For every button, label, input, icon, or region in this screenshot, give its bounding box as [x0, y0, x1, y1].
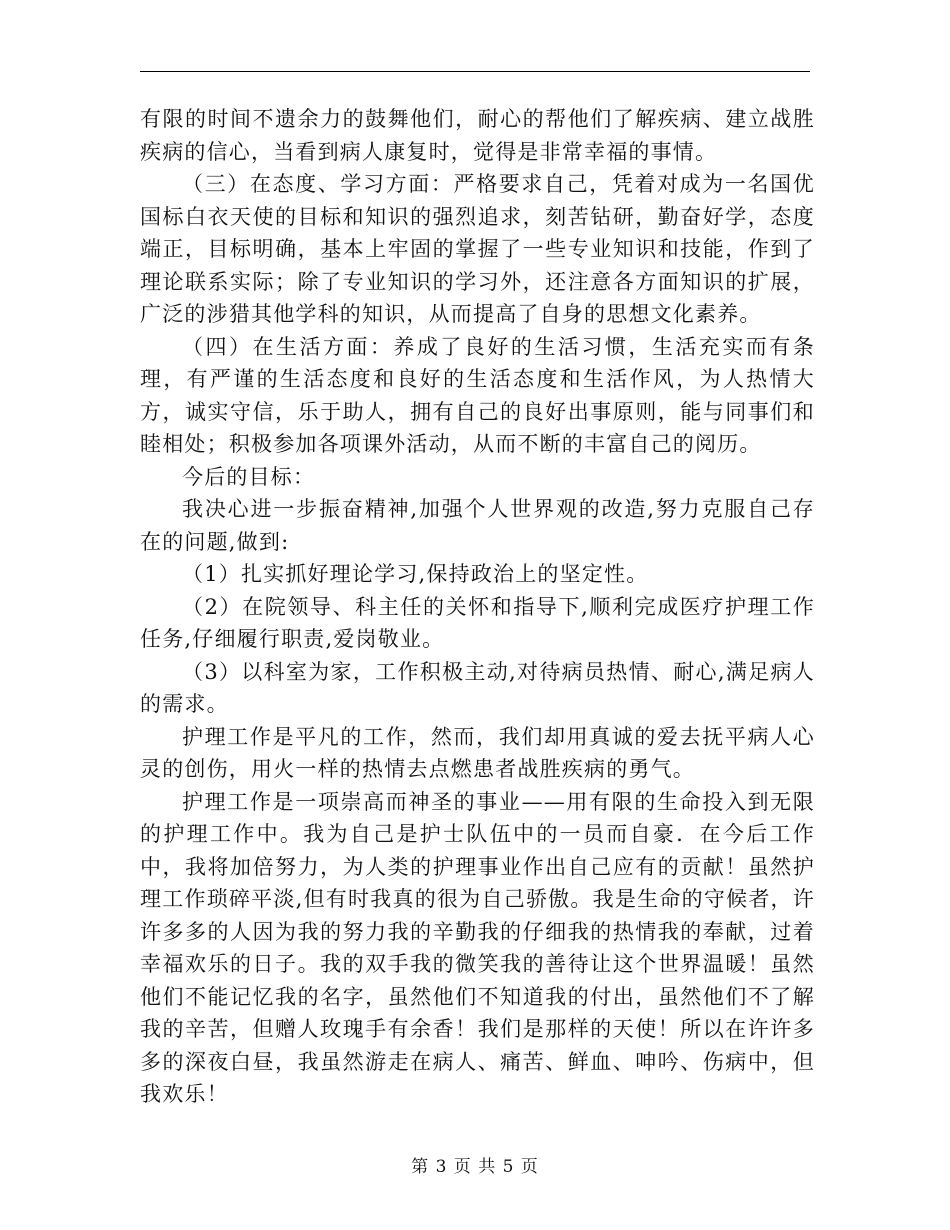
paragraph-goal-3: （3）以科室为家，工作积极主动,对待病员热情、耐心,满足病人的需求。 [140, 659, 815, 716]
header-rule [140, 71, 810, 72]
document-body [140, 103, 815, 1111]
page-number-footer: 第 3 页 共 5 页 [411, 1157, 539, 1177]
paragraph-life: （四）在生活方面：养成了良好的生活习惯，生活充实而有条理，有严谨的生活态度和良好的生活态度和生活作风，为人热情大方，诚实守信，乐于助人，拥有自己的良好出事原则，能与同事们和睦相处；积极参加各项课外活动，从而不断的丰富自己的阅历。 [140, 334, 815, 456]
paragraph-goal-2: （2）在院领导、科主任的关怀和指导下,顺利完成医疗护理工作任务,仔细履行职责,爱岗敬业。 [140, 594, 815, 651]
paragraph-future-goals-heading: 今后的目标： [182, 464, 316, 489]
paragraph: 有限的时间不遗余力的鼓舞他们，耐心的帮他们了解疾病、建立战胜疾病的信心，当看到病人康复时，觉得是非常幸福的事情。 [140, 107, 815, 164]
paragraph-goal-1: （1）扎实抓好理论学习,保持政治上的坚定性。 [182, 562, 649, 586]
paragraph-nursing-noble: 护理工作是一项崇高而神圣的事业——用有限的生命投入到无限的护理工作中。我为自己是护士队伍中的一员而自豪．在今后工作中，我将加倍努力，为人类的护理事业作出自己应有的贡献！虽然护理工作琐碎平淡,但有时我真的很为自己骄傲。我是生命的守候者，许许多多的人因为我的努力我的辛勤我的仔细我的热情我的奉献，过着幸福欢乐的日子。我的双手我的微笑我的善待让这个世界温暖！虽然他们不能记忆我的名字，虽然他们不知道我的付出，虽然他们不了解我的辛苦，但赠人玫瑰手有余香！我们是那样的天使！所以在许许多多的深夜白昼，我虽然游走在病人、痛苦、鲜血、呻吟、伤病中，但我欢乐！ [140, 789, 815, 1106]
paragraph-attitude-study: （三）在态度、学习方面：严格要求自己，凭着对成为一名国优国标白衣天使的目标和知识的强烈追求，刻苦钻研，勤奋好学，态度端正，目标明确，基本上牢固的掌握了一些专业知识和技能，作到了理论联系实际；除了专业知识的学习外，还注意各方面知识的扩展，广泛的涉猎其他学科的知识，从而提高了自身的思想文化素养。 [140, 172, 815, 326]
paragraph-nursing-ordinary: 护理工作是平凡的工作，然而，我们却用真诚的爱去抚平病人心灵的创伤，用火一样的热情去点燃患者战胜疾病的勇气。 [140, 724, 815, 781]
paragraph-determination: 我决心进一步振奋精神,加强个人世界观的改造,努力克服自己存在的问题,做到: [140, 497, 815, 554]
